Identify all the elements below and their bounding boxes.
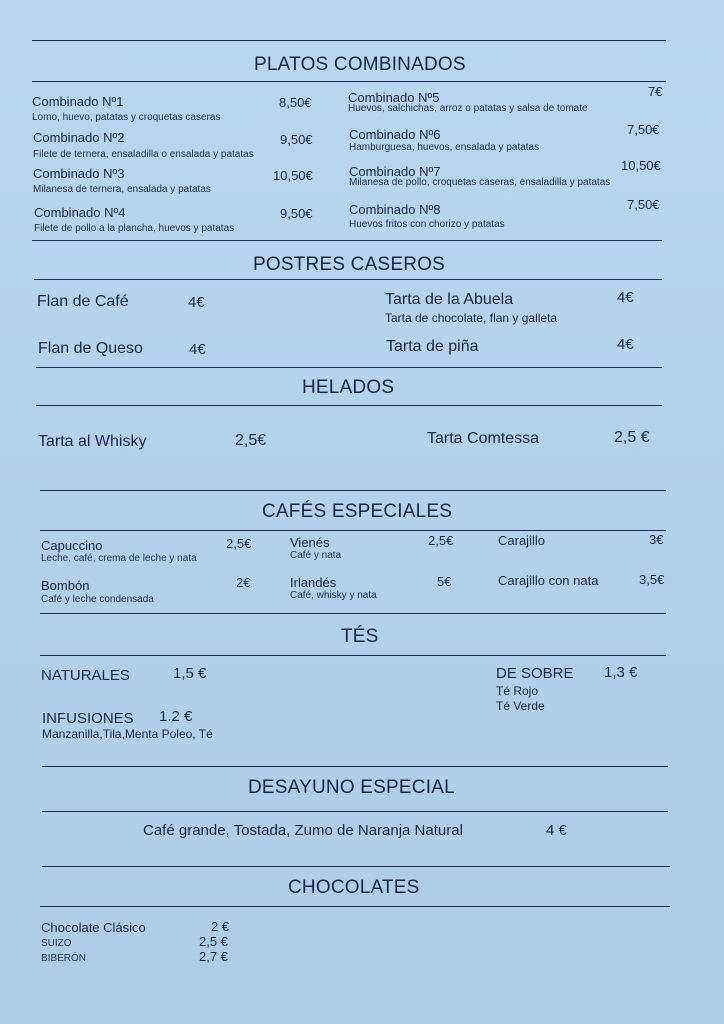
chocolate-2-price: 2,5 € [199, 934, 228, 949]
postre-4-price: 4€ [617, 336, 634, 353]
chocolate-1-price: 2 € [211, 919, 230, 934]
section-title-helados: HELADOS [302, 377, 395, 398]
divider [32, 40, 666, 41]
helado-2-name: Tarta Comtessa [427, 430, 540, 447]
chocolate-3-price: 2,7 € [199, 949, 228, 964]
section-title-platos: PLATOS COMBINADOS [254, 54, 466, 75]
te-naturales-name: NATURALES [41, 667, 130, 684]
cafe-3-name: Vienés [290, 535, 330, 550]
cafe-6-name: Carajillo con nata [498, 573, 599, 588]
chocolate-2-name: SUIZO [41, 938, 72, 949]
postre-4-name: Tarta de piña [386, 338, 479, 355]
divider [32, 81, 666, 82]
combo-7-price: 10,50€ [621, 158, 661, 173]
section-title-tes: TÉS [341, 626, 379, 647]
postre-3-name: Tarta de la Abuela [385, 291, 514, 308]
combo-8-desc: Huevos fritos con chorizo y patatas [349, 219, 505, 230]
combo-5-name: Combinado Nº5 [348, 90, 440, 105]
desayuno-price: 4 € [546, 822, 567, 839]
cafe-2-desc: Café y leche condensada [41, 594, 154, 605]
combo-4-desc: Filete de pollo a la plancha, huevos y patatas [34, 223, 235, 234]
section-title-postres: POSTRES CASEROS [253, 254, 445, 275]
combo-4-price: 9,50€ [280, 206, 313, 221]
cafe-6-price: 3,5€ [639, 572, 665, 587]
cafe-1-price: 2,5€ [226, 536, 252, 551]
combo-2-name: Combinado Nº2 [33, 130, 125, 145]
desayuno-desc: Café grande, Tostada, Zumo de Naranja Natural [143, 822, 463, 839]
divider [34, 279, 662, 280]
combo-8-price: 7,50€ [627, 197, 660, 212]
cafe-2-price: 2€ [236, 575, 251, 590]
te-naturales-price: 1,5 € [173, 665, 207, 682]
postre-1-price: 4€ [188, 294, 205, 311]
combo-3-price: 10,50€ [273, 168, 313, 183]
divider [40, 530, 666, 531]
cafe-2-name: Bombón [41, 578, 90, 593]
combo-2-desc: Filete de ternera, ensaladilla o ensalada y patatas [33, 149, 254, 160]
combo-2-price: 9,50€ [280, 132, 313, 147]
combo-1-price: 8,50€ [279, 95, 312, 110]
combo-5-desc: Huevos, salchichas, arroz o patatas y salsa de tomate [348, 103, 588, 114]
section-title-desayuno: DESAYUNO ESPECIAL [248, 777, 455, 798]
helado-1-price: 2,5€ [235, 432, 267, 449]
combo-8-name: Combinado Nº8 [349, 202, 441, 217]
divider [42, 811, 668, 812]
cafe-5-price: 3€ [649, 532, 664, 547]
te-infusiones-name: INFUSIONES [42, 710, 134, 727]
combo-4-name: Combinado Nº4 [34, 205, 126, 220]
cafe-3-desc: Café y nata [290, 550, 342, 561]
te-infusiones-desc: Manzanilla,Tila,Menta Poleo, Té [42, 727, 213, 741]
combo-1-desc: Lomo, huevo, patatas y croquetas caseras [32, 112, 221, 123]
combo-3-name: Combinado Nº3 [33, 166, 125, 181]
divider [32, 240, 662, 241]
helado-2-price: 2,5 € [614, 429, 650, 446]
divider [36, 367, 662, 368]
cafe-5-name: Carajillo [498, 533, 545, 548]
combo-5-price: 7€ [648, 84, 663, 99]
combo-6-name: Combinado Nº6 [349, 127, 441, 142]
cafe-4-name: Irlandés [290, 575, 337, 590]
postre-1-name: Flan de Café [37, 293, 129, 310]
section-title-chocolates: CHOCOLATES [288, 877, 420, 898]
divider [40, 613, 666, 614]
postre-2-name: Flan de Queso [38, 340, 143, 357]
te-desobre-name: DE SOBRE [496, 665, 574, 682]
section-title-cafes: CAFÉS ESPECIALES [262, 501, 453, 522]
divider [36, 405, 662, 406]
combo-6-price: 7,50€ [627, 122, 660, 137]
te-desobre-option-1: Té Rojo [496, 684, 539, 698]
chocolate-3-name: BIBERÓN [41, 953, 87, 964]
chocolate-1-name: Chocolate Clásico [41, 920, 146, 935]
divider [40, 655, 666, 656]
divider [40, 906, 670, 907]
te-infusiones-price: 1.2 € [159, 708, 193, 725]
combo-6-desc: Hamburguesa, huevos, ensalada y patatas [349, 142, 540, 153]
divider [42, 866, 670, 867]
te-desobre-option-2: Té Verde [496, 699, 545, 713]
cafe-1-desc: Leche, café, crema de leche y nata [41, 553, 197, 564]
cafe-4-desc: Café, whisky y nata [290, 590, 377, 601]
te-desobre-price: 1,3 € [604, 664, 638, 681]
divider [40, 490, 666, 491]
postre-3-price: 4€ [617, 289, 634, 306]
cafe-4-price: 5€ [437, 574, 452, 589]
combo-1-name: Combinado Nº1 [32, 94, 124, 109]
postre-2-price: 4€ [189, 341, 206, 358]
cafe-1-name: Capuccino [41, 538, 103, 553]
combo-7-name: Combinado Nº7 [349, 164, 441, 179]
cafe-3-price: 2,5€ [428, 533, 454, 548]
postre-3-desc: Tarta de chocolate, flan y galleta [385, 311, 558, 325]
divider [42, 766, 668, 767]
combo-7-desc: Milanesa de pollo, croquetas caseras, ensaladilla y patatas [349, 177, 611, 188]
combo-3-desc: Milanesa de ternera, ensalada y patatas [33, 184, 211, 195]
helado-1-name: Tarta al Whisky [38, 433, 147, 450]
